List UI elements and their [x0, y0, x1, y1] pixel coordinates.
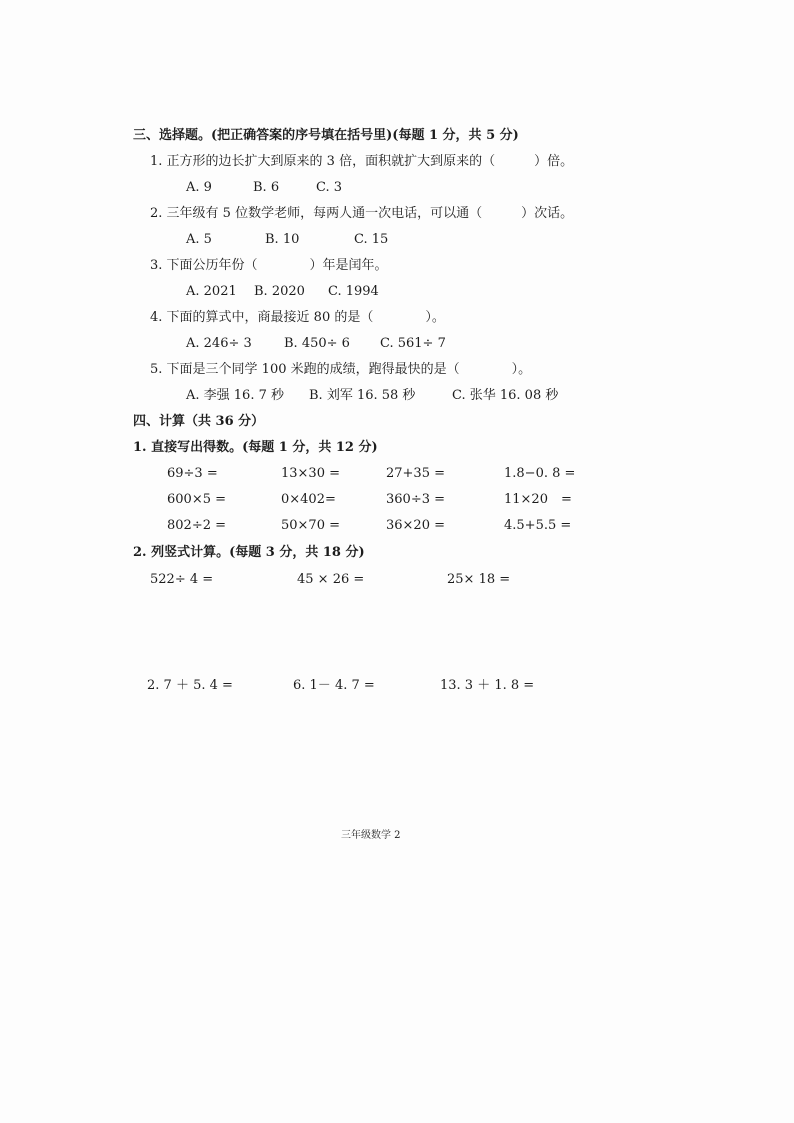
vertical-calc-item: 13. 3 ＋ 1. 8 =	[440, 678, 535, 693]
q1-option-a: A. 9	[186, 180, 212, 195]
q2-option-a: A. 5	[186, 232, 212, 247]
q4-option-b: B. 450÷ 6	[284, 336, 350, 351]
q5-option-b: B. 刘军 16. 58 秒	[309, 388, 416, 403]
vertical-calc-item: 2. 7 ＋ 5. 4 =	[147, 678, 233, 693]
question-3: 3. 下面公历年份（ ）年是闰年。	[150, 258, 388, 273]
oral-calc-item: 27+35 =	[386, 466, 446, 481]
oral-calc-item: 600×5 =	[167, 492, 227, 507]
q3-option-b: B. 2020	[254, 284, 305, 299]
oral-calc-item: 360÷3 =	[386, 492, 446, 507]
q3-option-a: A. 2021	[186, 284, 237, 299]
q2-option-b: B. 10	[265, 232, 300, 247]
q5-option-a: A. 李强 16. 7 秒	[186, 388, 284, 403]
part2-title: 2. 列竖式计算。(每题 3 分，共 18 分)	[133, 545, 365, 560]
oral-calc-item: 802÷2 =	[167, 518, 227, 533]
page-footer: 三年级数学 2	[341, 830, 401, 841]
question-1: 1. 正方形的边长扩大到原来的 3 倍，面积就扩大到原来的（ ）倍。	[150, 154, 574, 169]
section3-title: 三、选择题。(把正确答案的序号填在括号里)(每题 1 分，共 5 分)	[133, 128, 519, 143]
q2-option-c: C. 15	[354, 232, 389, 247]
question-5: 5. 下面是三个同学 100 米跑的成绩，跑得最快的是（ ）。	[150, 362, 532, 377]
vertical-calc-item: 522÷ 4 =	[150, 572, 214, 587]
q4-option-c: C. 561÷ 7	[380, 336, 446, 351]
question-2: 2. 三年级有 5 位数学老师，每两人通一次电话，可以通（ ）次话。	[150, 206, 574, 221]
q1-option-c: C. 3	[316, 180, 343, 195]
q5-option-c: C. 张华 16. 08 秒	[452, 388, 559, 403]
section4-title: 四、计算（共 36 分）	[133, 414, 265, 429]
q4-option-a: A. 246÷ 3	[186, 336, 252, 351]
oral-calc-item: 4.5+5.5 =	[504, 518, 572, 533]
oral-calc-item: 1.8−0. 8 =	[504, 466, 576, 481]
part1-title: 1. 直接写出得数。(每题 1 分，共 12 分)	[133, 440, 378, 455]
oral-calc-item: 50×70 =	[281, 518, 341, 533]
vertical-calc-item: 25× 18 =	[447, 572, 511, 587]
oral-calc-item: 36×20 =	[386, 518, 446, 533]
vertical-calc-item: 6. 1－ 4. 7 =	[293, 678, 375, 693]
oral-calc-item: 0×402=	[281, 492, 336, 507]
vertical-calc-item: 45 × 26 =	[297, 572, 365, 587]
oral-calc-item: 69÷3 =	[167, 466, 218, 481]
question-4: 4. 下面的算式中，商最接近 80 的是（ ）。	[150, 310, 445, 325]
oral-calc-item: 11×20 =	[504, 492, 572, 507]
q1-option-b: B. 6	[253, 180, 280, 195]
q3-option-c: C. 1994	[328, 284, 379, 299]
oral-calc-item: 13×30 =	[281, 466, 341, 481]
